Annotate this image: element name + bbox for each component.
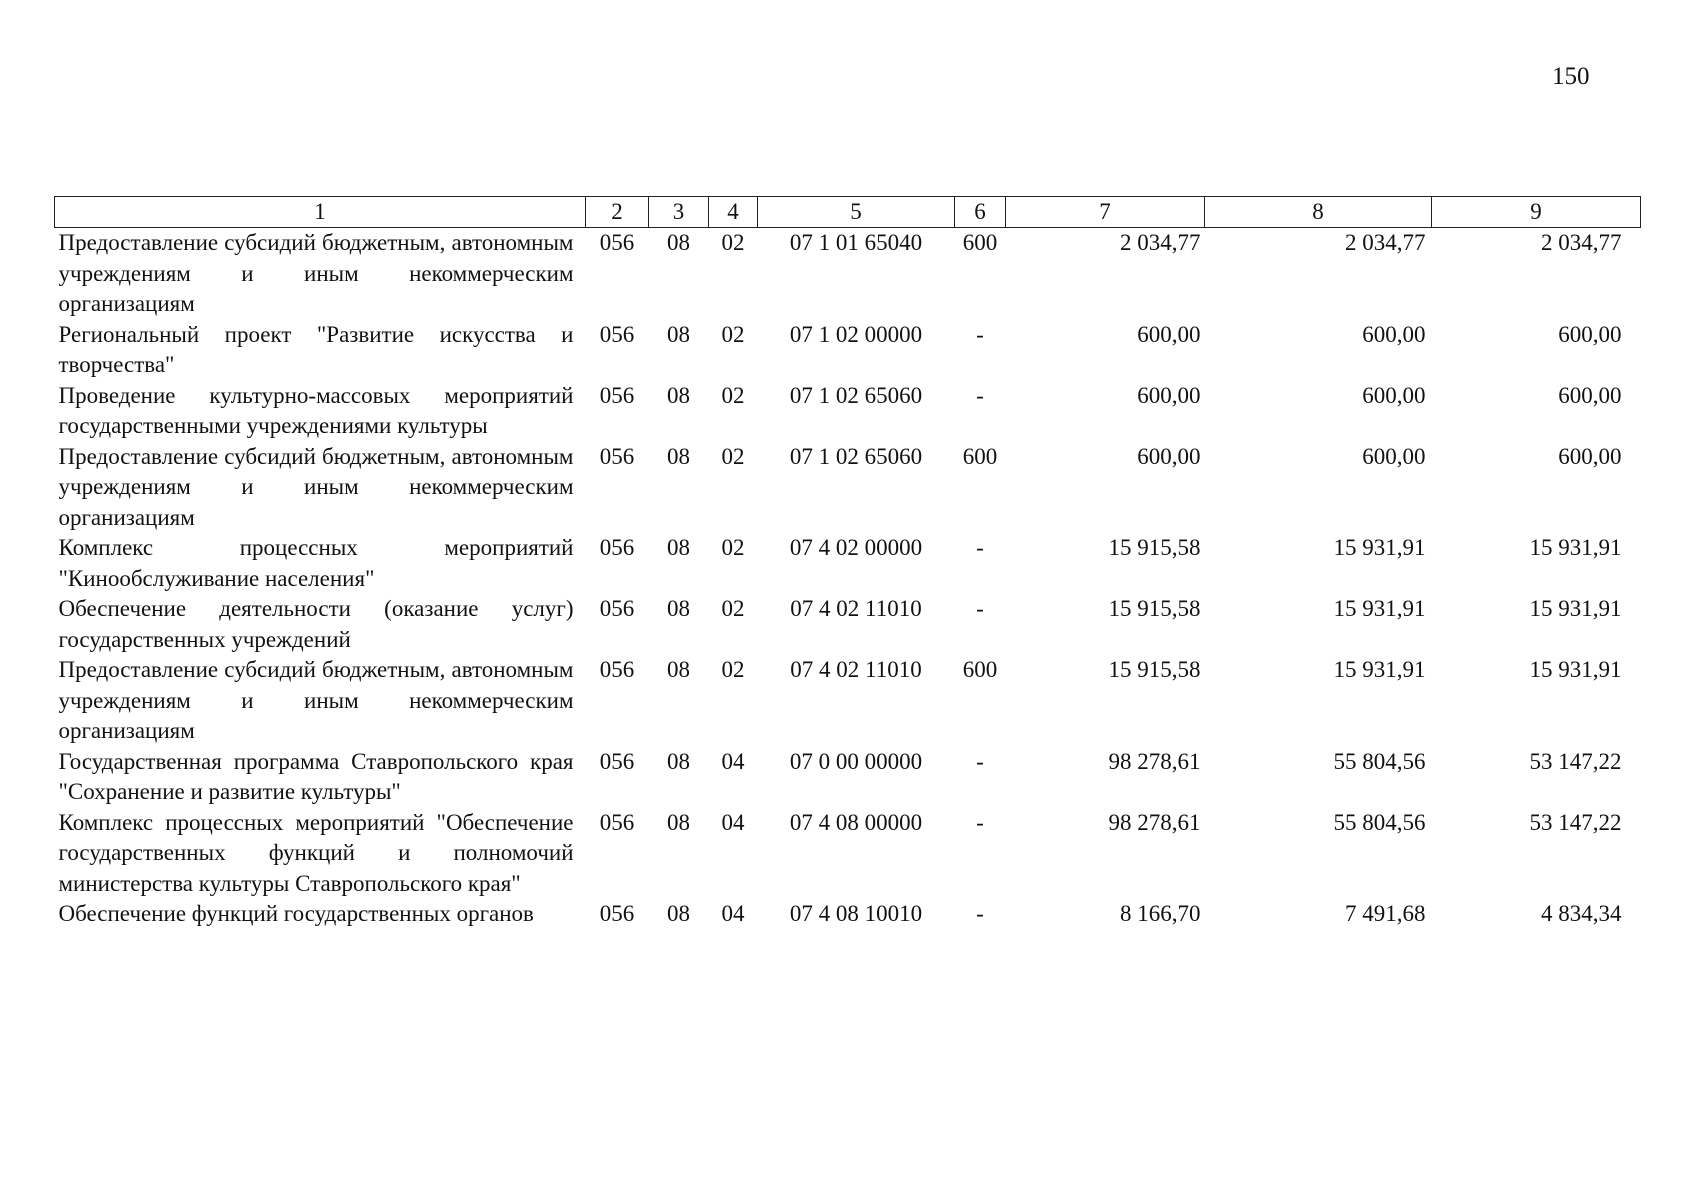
row-col-6: 600: [962, 230, 998, 255]
table-row: [55, 655, 1641, 747]
table-row: [55, 533, 1641, 594]
row-col-9: 600,00: [1558, 443, 1622, 469]
row-col-5: 07 0 00 00000: [789, 748, 923, 774]
row-col-6: -: [976, 382, 984, 408]
row-col-2: 056: [599, 657, 635, 682]
row-col-8: 15 931,91: [1333, 596, 1426, 621]
row-col-2: 056: [599, 596, 635, 621]
row-col-9: 15 931,91: [1529, 596, 1622, 621]
page-number: 150: [1552, 63, 1590, 90]
row-col-4: 02: [721, 230, 745, 255]
header-col-7: 7: [1006, 197, 1205, 228]
row-col-7: 98 278,61: [1108, 748, 1201, 774]
row-col-4: 02: [721, 535, 745, 560]
row-col-3: 08: [667, 901, 690, 926]
row-col-3: 08: [667, 596, 690, 621]
row-col-4: 04: [721, 809, 745, 835]
row-col-8: 600,00: [1362, 321, 1426, 347]
row-col-9: 53 147,22: [1529, 809, 1622, 835]
row-col-5: 07 1 02 65060: [789, 382, 923, 408]
header-row: [55, 197, 1641, 228]
row-col-5: 07 4 08 10010: [789, 901, 923, 926]
row-col-8: 600,00: [1362, 443, 1426, 469]
row-name: Предоставление субсидий бюджетным, автономным учреждениям и иным некоммерческим организациям: [58, 657, 574, 743]
header-col-6: 6: [955, 197, 1006, 228]
table-row: [55, 747, 1641, 808]
row-col-3: 08: [667, 443, 690, 469]
row-name: Государственная программа Ставропольского края "Сохранение и развитие культуры": [58, 748, 574, 804]
row-col-8: 600,00: [1362, 382, 1426, 408]
row-col-3: 08: [667, 321, 690, 347]
table-row: [55, 228, 1641, 320]
table-row: [55, 442, 1641, 534]
row-col-9: 53 147,22: [1529, 748, 1622, 774]
table-row: [55, 320, 1641, 381]
budget-table: [54, 196, 1641, 930]
header-col-2: 2: [586, 197, 649, 228]
row-col-4: 04: [721, 901, 745, 926]
row-col-6: 600: [962, 657, 998, 682]
row-col-7: 8 166,70: [1120, 901, 1201, 926]
row-col-6: 600: [962, 443, 998, 469]
row-col-5: 07 1 02 00000: [789, 321, 923, 347]
row-col-3: 08: [667, 535, 690, 560]
row-col-2: 056: [599, 443, 635, 469]
row-col-2: 056: [599, 230, 635, 255]
row-col-7: 15 915,58: [1108, 535, 1201, 560]
row-col-4: 02: [721, 382, 745, 408]
header-col-3: 3: [649, 197, 709, 228]
row-col-8: 2 034,77: [1345, 230, 1426, 255]
row-col-5: 07 4 02 00000: [789, 535, 923, 560]
row-col-9: 2 034,77: [1541, 230, 1622, 255]
row-name: Проведение культурно-массовых мероприятий государственными учреждениями культуры: [58, 382, 574, 438]
row-col-5: 07 4 08 00000: [789, 809, 923, 835]
row-col-9: 15 931,91: [1529, 535, 1622, 560]
table-row: [55, 899, 1641, 930]
header-col-4: 4: [709, 197, 758, 228]
row-col-2: 056: [599, 382, 635, 408]
row-col-7: 15 915,58: [1108, 596, 1201, 621]
row-col-5: 07 1 01 65040: [789, 230, 923, 255]
row-name: Комплекс процессных мероприятий "Обеспечение государственных функций и полномочий министерства культуры Ставропольского края": [58, 809, 574, 896]
row-col-6: -: [976, 535, 984, 560]
row-col-4: 04: [721, 748, 745, 774]
table-header: [55, 197, 1641, 228]
table-row: [55, 594, 1641, 655]
row-col-2: 056: [599, 535, 635, 560]
row-col-2: 056: [599, 748, 635, 774]
row-col-9: 15 931,91: [1529, 657, 1622, 682]
row-col-7: 600,00: [1137, 443, 1201, 469]
row-col-9: 4 834,34: [1541, 901, 1622, 926]
row-col-8: 15 931,91: [1333, 657, 1426, 682]
row-col-5: 07 1 02 65060: [789, 443, 923, 469]
row-col-3: 08: [667, 809, 690, 835]
row-name: Комплекс процессных мероприятий "Кинообслуживание населения": [58, 535, 574, 591]
table-row: [55, 381, 1641, 442]
row-col-6: -: [976, 596, 984, 621]
row-col-5: 07 4 02 11010: [790, 596, 922, 621]
table-body: [55, 228, 1641, 930]
row-col-4: 02: [721, 321, 745, 347]
row-col-6: -: [976, 321, 984, 347]
row-col-2: 056: [599, 901, 635, 926]
row-col-7: 600,00: [1137, 382, 1201, 408]
header-col-1: 1: [55, 197, 586, 228]
row-col-9: 600,00: [1558, 382, 1622, 408]
row-col-8: 15 931,91: [1333, 535, 1426, 560]
row-col-7: 600,00: [1137, 321, 1201, 347]
row-col-3: 08: [667, 382, 690, 408]
header-col-5: 5: [758, 197, 955, 228]
row-col-5: 07 4 02 11010: [790, 657, 922, 682]
row-name: Предоставление субсидий бюджетным, автономным учреждениям и иным некоммерческим организациям: [58, 230, 574, 316]
header-col-9: 9: [1432, 197, 1641, 228]
row-col-9: 600,00: [1558, 321, 1622, 347]
row-col-8: 7 491,68: [1345, 901, 1426, 926]
row-name: Обеспечение деятельности (оказание услуг) государственных учреждений: [58, 596, 574, 652]
row-col-2: 056: [599, 321, 635, 347]
row-col-7: 15 915,58: [1108, 657, 1201, 682]
row-col-4: 02: [721, 443, 745, 469]
row-name: Региональный проект "Развитие искусства и творчества": [58, 321, 574, 377]
row-col-4: 02: [721, 657, 745, 682]
row-col-6: -: [976, 901, 984, 926]
row-col-7: 2 034,77: [1120, 230, 1201, 255]
row-name: Обеспечение функций государственных органов: [58, 901, 534, 926]
row-col-6: -: [976, 748, 984, 774]
row-col-4: 02: [721, 596, 745, 621]
row-col-2: 056: [599, 809, 635, 835]
row-col-6: -: [976, 809, 984, 835]
row-col-8: 55 804,56: [1333, 809, 1426, 835]
header-col-8: 8: [1205, 197, 1432, 228]
row-col-3: 08: [667, 748, 690, 774]
row-col-3: 08: [667, 657, 690, 682]
table-row: [55, 808, 1641, 900]
row-col-8: 55 804,56: [1333, 748, 1426, 774]
row-name: Предоставление субсидий бюджетным, автономным учреждениям и иным некоммерческим организациям: [58, 443, 574, 530]
row-col-7: 98 278,61: [1108, 809, 1201, 835]
row-col-3: 08: [667, 230, 690, 255]
